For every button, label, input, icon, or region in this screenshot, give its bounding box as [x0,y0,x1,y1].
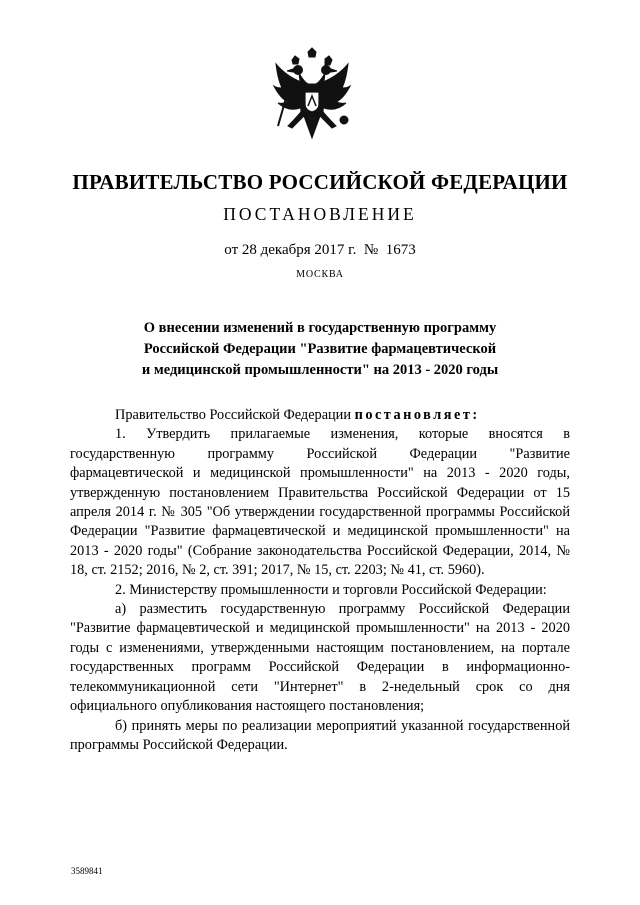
decree-keyword: постановляет: [354,407,480,423]
title-line: и медицинской промышленности" на 2013 - 2020 годы [141,362,499,378]
document-date-number: от 28 декабря 2017 г. № 1673 [224,242,416,258]
government-heading: ПРАВИТЕЛЬСТВО РОССИЙСКОЙ ФЕДЕРАЦИИ [72,170,568,194]
document-type: ПОСТАНОВЛЕНИЕ [223,204,417,224]
preamble-text: Правительство Российской Федерации [115,407,355,423]
preamble-paragraph [70,406,570,425]
item-2b-paragraph: б) принять меры по реализации мероприятий указанной государственной программы Российской Федерации. [70,717,570,753]
item-2a-paragraph: а) разместить государственную программу Российской Федерации "Развитие фармацевтической и медицинской промышленности" на 2013 - 2020 годы с изменениями, утвержденными настоящим постановлением, на портале государственных программ Российской Федерации в информационно-телекоммуникационной сети "Интернет" в 2-недельный срок со дня официального опубликования настоящего постановления; [70,601,570,715]
document-body [70,406,570,755]
coat-of-arms-icon [268,46,356,146]
document-registry-number: 3589841 [71,866,103,876]
document-title [0,318,640,381]
item-1-paragraph: 1. Утвердить прилагаемые изменения, которые вносятся в государственную программу Российской Федерации "Развитие фармацевтической и медицинской промышленности" на 2013 - 2020 годы, утвержденную постановлением Правительства Российской Федерации от 15 апреля 2014 г. № 305 "Об утверждении государственной программы Российской Федерации "Развитие фармацевтической и медицинской промышленности" на 2013 - 2020 годы" (Собрание законодательства Российской Федерации, 2014, № 18, ст. 2152; 2016, № 2, ст. 391; 2017, № 15, ст. 2203; № 41, ст. 5960). [70,426,570,579]
title-line: Российской Федерации "Развитие фармацевтической [143,341,497,357]
item-2-paragraph: 2. Министерству промышленности и торговли Российской Федерации: [115,581,547,598]
title-line: О внесении изменений в государственную программу [143,320,497,336]
issue-city: МОСКВА [296,269,344,280]
